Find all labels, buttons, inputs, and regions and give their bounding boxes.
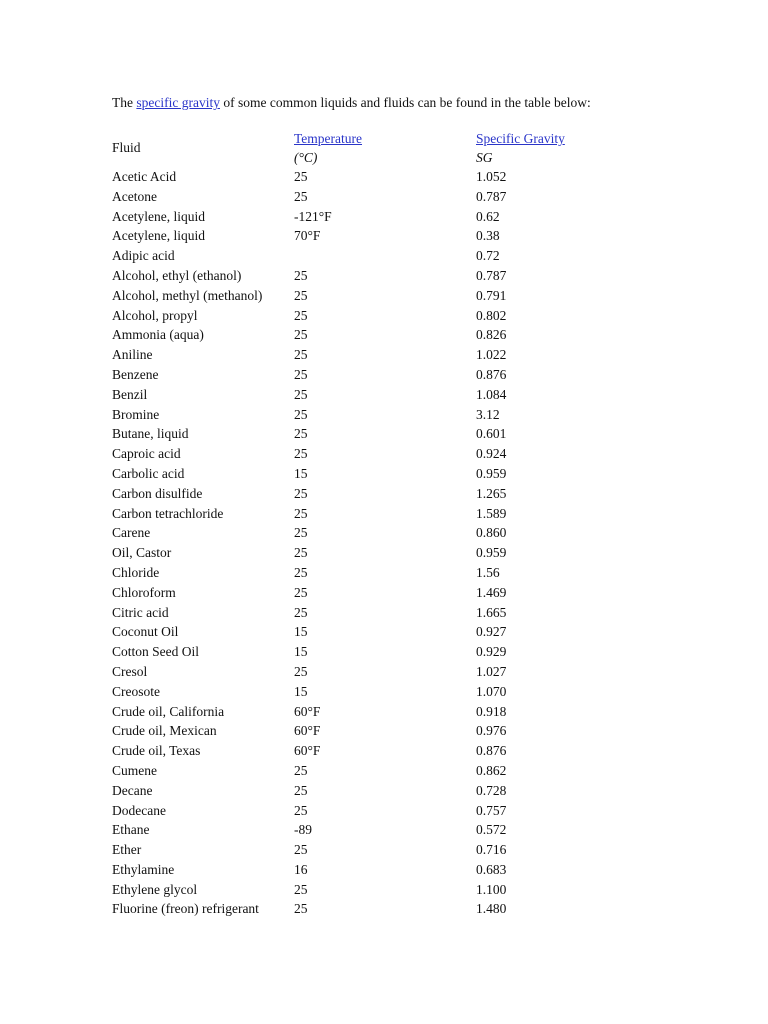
sg-cell: 0.876 (476, 743, 507, 759)
temperature-cell: 15 (294, 465, 308, 481)
sg-cell: 0.728 (476, 782, 507, 798)
temperature-cell: 25 (294, 267, 308, 283)
fluid-cell: Oil, Castor (112, 545, 172, 561)
intro-text (112, 94, 591, 112)
temperature-cell: 25 (294, 485, 308, 501)
fluid-cell: Aniline (112, 347, 153, 363)
temperature-cell: 25 (294, 782, 308, 798)
fluid-cell: Dodecane (112, 802, 166, 818)
fluid-cell: Chloride (112, 564, 160, 580)
temperature-cell: 25 (294, 604, 308, 620)
sg-cell: 3.12 (476, 406, 500, 422)
fluid-cell: Decane (112, 782, 153, 798)
sg-cell: 1.022 (476, 347, 507, 363)
fluid-cell: Alcohol, propyl (112, 307, 198, 323)
sg-cell: 0.683 (476, 861, 507, 877)
sg-cell: 0.572 (476, 822, 507, 838)
fluid-cell: Carbolic acid (112, 465, 185, 481)
temperature-cell: 25 (294, 525, 308, 541)
temperature-cell: 25 (294, 584, 308, 600)
fluid-cell: Ethylene glycol (112, 881, 198, 897)
sg-cell: 0.860 (476, 525, 507, 541)
temperature-cell: 60°F (294, 723, 321, 739)
temperature-cell: 15 (294, 624, 308, 640)
sg-cell: 0.802 (476, 307, 507, 323)
temperature-cell: 16 (294, 861, 308, 877)
sg-cell: 1.56 (476, 564, 500, 580)
sg-cell: 0.787 (476, 188, 507, 204)
fluid-cell: Ether (112, 842, 142, 858)
temperature-cell: 15 (294, 644, 308, 660)
sg-cell: 0.862 (476, 762, 507, 778)
fluid-cell: Adipic acid (112, 248, 175, 264)
sg-cell: 0.716 (476, 842, 507, 858)
sg-cell: 0.601 (476, 426, 507, 442)
sg-cell: 1.100 (476, 881, 507, 897)
fluid-cell: Crude oil, California (112, 703, 225, 719)
fluid-cell: Acetic Acid (112, 169, 177, 184)
sg-cell: 0.918 (476, 703, 507, 719)
sg-cell: 0.976 (476, 723, 507, 739)
temperature-cell: -121°F (294, 208, 332, 224)
fluid-cell: Benzene (112, 366, 159, 382)
temperature-cell: 25 (294, 663, 308, 679)
temperature-cell: 25 (294, 505, 308, 521)
header-fluid: Fluid (112, 140, 141, 155)
sg-cell: 1.469 (476, 584, 507, 600)
fluid-cell: Benzil (112, 386, 148, 402)
sg-cell: 1.589 (476, 505, 507, 521)
temperature-cell: 25 (294, 347, 308, 363)
temperature-cell: 25 (294, 406, 308, 422)
sg-cell: 0.38 (476, 228, 500, 244)
temperature-cell: 70°F (294, 228, 321, 244)
sg-cell: 1.265 (476, 485, 507, 501)
sg-cell: 1.084 (476, 386, 507, 402)
temperature-cell: 25 (294, 188, 308, 204)
temperature-cell: 25 (294, 545, 308, 561)
fluid-cell: Ethane (112, 822, 150, 838)
intro-after: of some common liquids and fluids can be found in the table below: (219, 95, 591, 110)
sg-cell: 0.927 (476, 624, 507, 640)
temperature-cell: 60°F (294, 703, 321, 719)
fluid-cell: Crude oil, Texas (112, 743, 201, 759)
sg-cell: 0.959 (476, 465, 507, 481)
sg-cell: 0.72 (476, 248, 500, 264)
sg-cell: 0.929 (476, 644, 507, 660)
fluid-cell: Alcohol, ethyl (ethanol) (112, 267, 242, 283)
temperature-cell: 25 (294, 426, 308, 442)
fluid-cell: Citric acid (112, 604, 169, 620)
intro-before: The (112, 95, 137, 110)
temperature-cell: 25 (294, 446, 308, 462)
fluid-cell: Cumene (112, 762, 157, 778)
sg-cell: 1.070 (476, 683, 507, 699)
sg-cell: 1.027 (476, 663, 507, 679)
fluid-cell: Carbon tetrachloride (112, 505, 224, 521)
sg-cell: 0.876 (476, 366, 507, 382)
fluid-cell: Coconut Oil (112, 624, 179, 640)
temperature-cell: 25 (294, 901, 308, 917)
header-sg-abbr: SG (476, 150, 493, 165)
temperature-cell: 25 (294, 842, 308, 858)
temperature-cell: 25 (294, 386, 308, 402)
temperature-cell: 25 (294, 307, 308, 323)
temperature-cell: 60°F (294, 743, 321, 759)
temperature-cell: 25 (294, 762, 308, 778)
sg-cell: 0.791 (476, 287, 507, 303)
fluid-cell: Butane, liquid (112, 426, 189, 442)
sg-cell: 0.959 (476, 545, 507, 561)
fluid-cell: Caproic acid (112, 446, 181, 462)
fluid-cell: Ethylamine (112, 861, 175, 877)
fluid-cell: Acetylene, liquid (112, 228, 205, 244)
fluid-cell: Acetylene, liquid (112, 208, 205, 224)
sg-cell: 0.826 (476, 327, 507, 343)
sg-cell: 0.757 (476, 802, 507, 818)
header-temperature-link[interactable]: Temperature (294, 131, 363, 146)
fluid-cell: Acetone (112, 188, 157, 204)
fluid-cell: Cotton Seed Oil (112, 644, 199, 660)
fluid-cell: Crude oil, Mexican (112, 723, 217, 739)
fluid-cell: Chloroform (112, 584, 176, 600)
sg-cell: 0.924 (476, 446, 507, 462)
temperature-cell: 25 (294, 287, 308, 303)
sg-cell: 1.052 (476, 169, 507, 184)
temperature-cell: 25 (294, 802, 308, 818)
fluid-cell: Ammonia (aqua) (112, 327, 204, 343)
header-specific-gravity-link[interactable]: Specific Gravity (476, 131, 565, 146)
sg-cell: 0.62 (476, 208, 500, 224)
fluid-cell: Fluorine (freon) refrigerant (112, 901, 259, 917)
sg-cell: 1.480 (476, 901, 507, 917)
header-temperature-unit: (°C) (294, 150, 318, 165)
temperature-cell: -89 (294, 822, 312, 838)
fluid-cell: Creosote (112, 683, 160, 699)
temperature-cell: 25 (294, 881, 308, 897)
fluid-cell: Cresol (112, 663, 148, 679)
temperature-cell: 25 (294, 366, 308, 382)
fluid-cell: Bromine (112, 406, 160, 422)
sg-cell: 0.787 (476, 267, 507, 283)
temperature-cell: 15 (294, 683, 308, 699)
temperature-cell: 25 (294, 169, 308, 184)
fluid-cell: Carene (112, 525, 151, 541)
temperature-cell: 25 (294, 327, 308, 343)
fluid-cell: Carbon disulfide (112, 485, 203, 501)
sg-cell: 1.665 (476, 604, 507, 620)
temperature-cell: 25 (294, 564, 308, 580)
fluid-cell: Alcohol, methyl (methanol) (112, 287, 263, 303)
specific-gravity-link[interactable]: specific gravity (136, 95, 220, 110)
